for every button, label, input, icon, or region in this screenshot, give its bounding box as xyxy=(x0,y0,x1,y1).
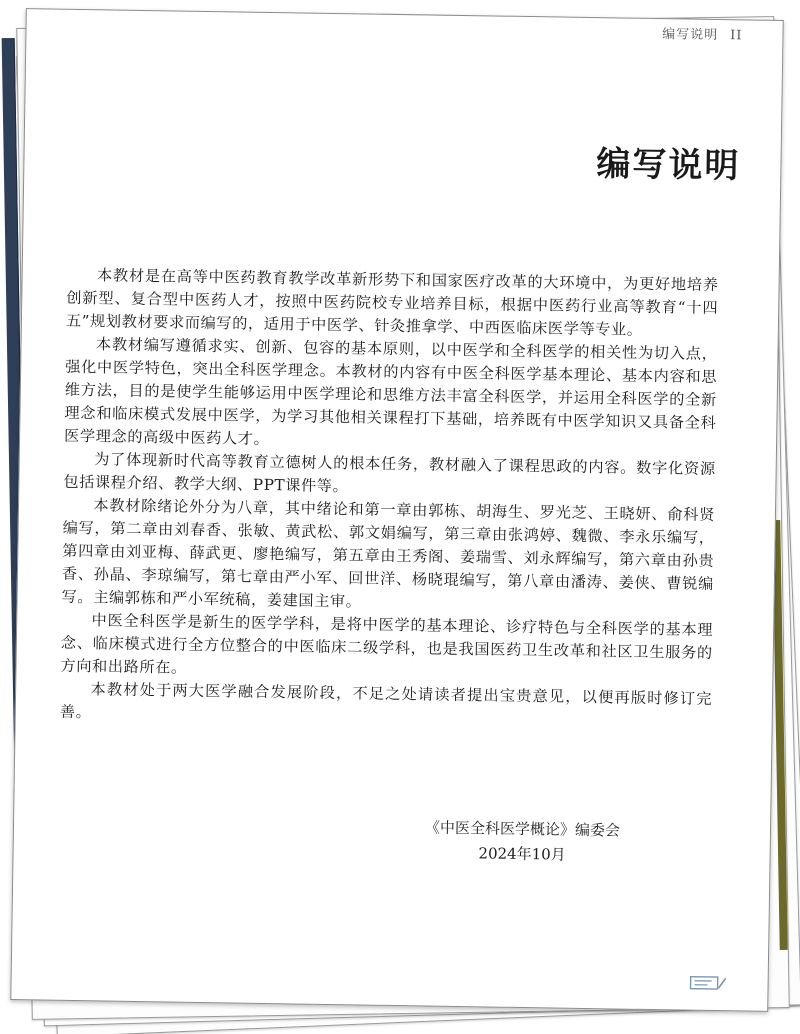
committee-name: 《中医全科医学概论》编委会 xyxy=(424,818,621,840)
paragraph: 为了体现新时代高等教育立德树人的根本任务，教材融入了课程思政的内容。数字化资源包括课程介绍、教学大纲、PPT课件等。 xyxy=(63,450,716,496)
paragraph: 本教材除绪论外分为八章，其中绪论和第一章由郭栋、胡海生、罗光芝、王晓妍、俞科贤编写，第二章由刘春香、张敏、黄武松、郭文娟编写，第三章由张鸿婷、魏微、李永乐编写，第四章由刘亚梅、薛武更、廖艳编写，第五章由王秀阁、姜瑞雪、刘永辉编写，第六章由孙贵香、孙晶、李琼编写，第七章由严小军、回世洋、杨晓琨编写，第八章由潘涛、姜侠、曹锐编写。主编郭栋和严小军统稿，姜建国主审。 xyxy=(61,496,716,611)
paragraph: 本教材是在高等中医药教育教学改革新形势下和国家医疗改革的大环境中，为更好地培养创新型、复合型中医药人才，按照中医药院校专业培养目标，根据中医药行业高等教育“十四五”规划教材要求而编写的，适用于中医学、针灸推拿学、中西医临床医学等专业。 xyxy=(65,266,719,339)
running-head xyxy=(662,23,743,43)
document-page xyxy=(10,8,783,1012)
page-title: 编写说明 xyxy=(596,144,741,187)
signature-date: 2024年10月 xyxy=(478,844,566,864)
signature-block xyxy=(424,815,620,868)
paragraph: 中医全科医学是新生的医学学科，是将中医学的基本理论、诊疗特色与全科医学的基本理念、临床模式进行全方位整合的中医临床二级学科，也是我国医药卫生改革和社区卫生服务的方向和出路所在。 xyxy=(60,611,714,677)
page-number: II xyxy=(730,28,743,44)
paragraph: 本教材处于两大医学融合发展阶段，不足之处请读者提出宝贵意见，以便再版时修订完善。 xyxy=(59,680,713,722)
pen-paper-icon xyxy=(687,974,727,993)
body-text xyxy=(60,264,719,734)
running-head-title: 编写说明 xyxy=(662,27,719,43)
paragraph: 本教材编写遵循求实、创新、包容的基本原则，以中医学和全科医学的相关性为切入点，强化中医学特色，突出全科医学理念。本教材的内容有中医全科医学基本理论、基本内容和思维方法，目的是使学生能够运用中医学理论和思维方法丰富全科医学，并运用全科医学的全新理念和临床模式发展中医学，为学习其他相关课程打下基础，培养既有中医学知识又具备全科医学理念的高级中医药人才。 xyxy=(63,335,718,448)
